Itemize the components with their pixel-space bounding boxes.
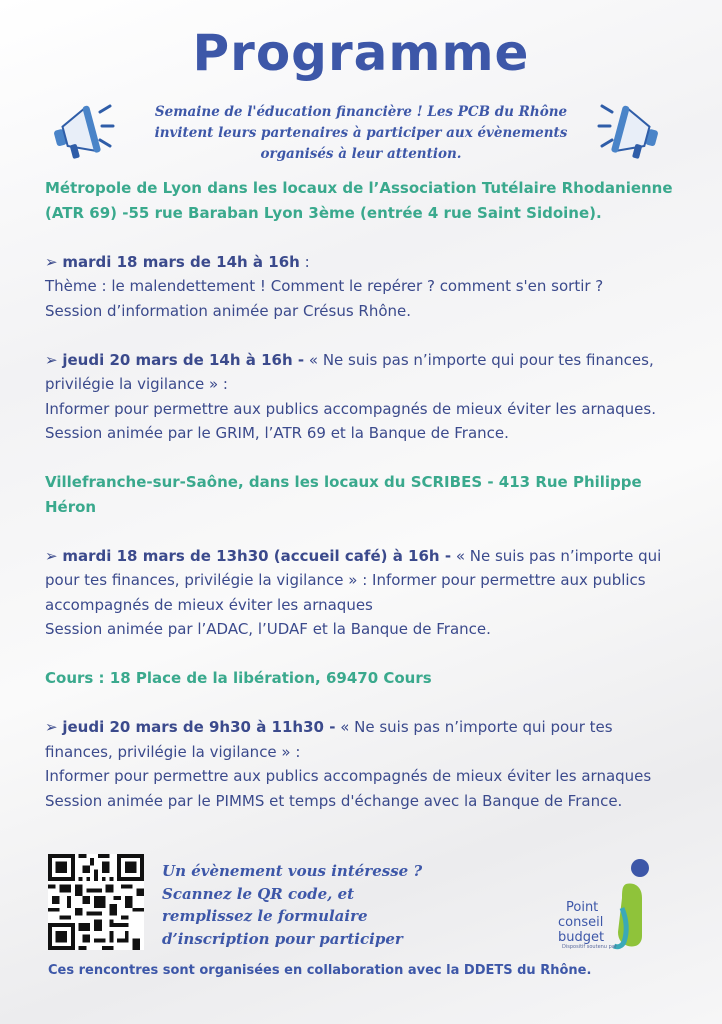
event-date: jeudi 20 mars de 14h à 16h - (62, 350, 305, 369)
cta-line: d’inscription pour participer (162, 929, 403, 948)
page-title: Programme (192, 24, 530, 82)
cta-line: remplissez le formulaire (162, 907, 368, 925)
cta-line: Scannez le QR code, et (162, 884, 355, 903)
logo-line: budget (558, 930, 605, 945)
megaphone-icon (46, 98, 116, 162)
event-title: : (299, 252, 310, 271)
event-heading (45, 348, 685, 397)
location-header: Métropole de Lyon dans les locaux de l’Association Tutélaire Rhodanienne (ATR 69) -55 rue Baraban Lyon 3ème (entrée 4 rue Saint Sidoine). (45, 179, 673, 222)
logo-wordmark (558, 900, 604, 945)
event-date: jeudi 20 mars de 9h30 à 11h30 - (62, 718, 336, 736)
arrow-icon: ➢ (45, 718, 58, 736)
cta-line: Un évènement vous intéresse ? (162, 862, 423, 880)
event-line: Session animée par le PIMMS et temps d'échange avec la Banque de France. (45, 791, 623, 810)
event-title: « Ne suis pas n’importe qui pour tes finances, privilégie la vigilance » : (45, 718, 613, 761)
qr-call-to-action (162, 860, 492, 950)
event-line: Session animée par le GRIM, l’ATR 69 et la Banque de France. (45, 424, 509, 442)
qr-code-icon[interactable] (48, 854, 144, 950)
event-date: mardi 18 mars de 14h à 16h (62, 252, 300, 271)
arrow-icon: ➢ (45, 350, 58, 369)
location-header: Cours : 18 Place de la libération, 69470 Cours (45, 669, 432, 687)
event-title: « Ne suis pas n’importe qui pour tes finances, privilégie la vigilance » : Informer pour permettre aux publics accompagnés de mieux éviter les arnaques (45, 546, 662, 614)
event-heading (45, 544, 685, 618)
event-heading (45, 250, 685, 275)
intro-text: Semaine de l'éducation financière ! Les PCB du Rhône invitent leurs partenaires à participer aux évènements organisés à leur attention. (154, 104, 568, 162)
event-line: Thème : le malendettement ! Comment le repérer ? comment s'en sortir ? (45, 277, 604, 295)
logo-line: conseil (558, 915, 604, 930)
event-heading (45, 715, 685, 764)
event-line: Session animée par l’ADAC, l’UDAF et la Banque de France. (45, 620, 491, 638)
event-line: Session d’information animée par Crésus Rhône. (45, 301, 412, 320)
logo-subtitle: Dispositif soutenu par (562, 944, 617, 950)
location-header: Villefranche-sur-Saône, dans les locaux du SCRIBES - 413 Rue Philippe Héron (45, 473, 642, 516)
arrow-icon: ➢ (45, 546, 58, 565)
program-content (45, 176, 685, 813)
event-date: mardi 18 mars de 13h30 (accueil café) à 16h - (62, 546, 452, 565)
logo-line: Point (566, 900, 599, 915)
event-title: « Ne suis pas n’importe qui pour tes finances, privilégie la vigilance » : (45, 350, 654, 393)
arrow-icon: ➢ (45, 252, 58, 271)
event-line: Informer pour permettre aux publics accompagnés de mieux éviter les arnaques. (45, 399, 656, 418)
footer-note: Ces rencontres sont organisées en collaboration avec la DDETS du Rhône. (48, 963, 592, 978)
event-line: Informer pour permettre aux publics accompagnés de mieux éviter les arnaques (45, 767, 652, 785)
megaphone-icon (596, 98, 666, 162)
